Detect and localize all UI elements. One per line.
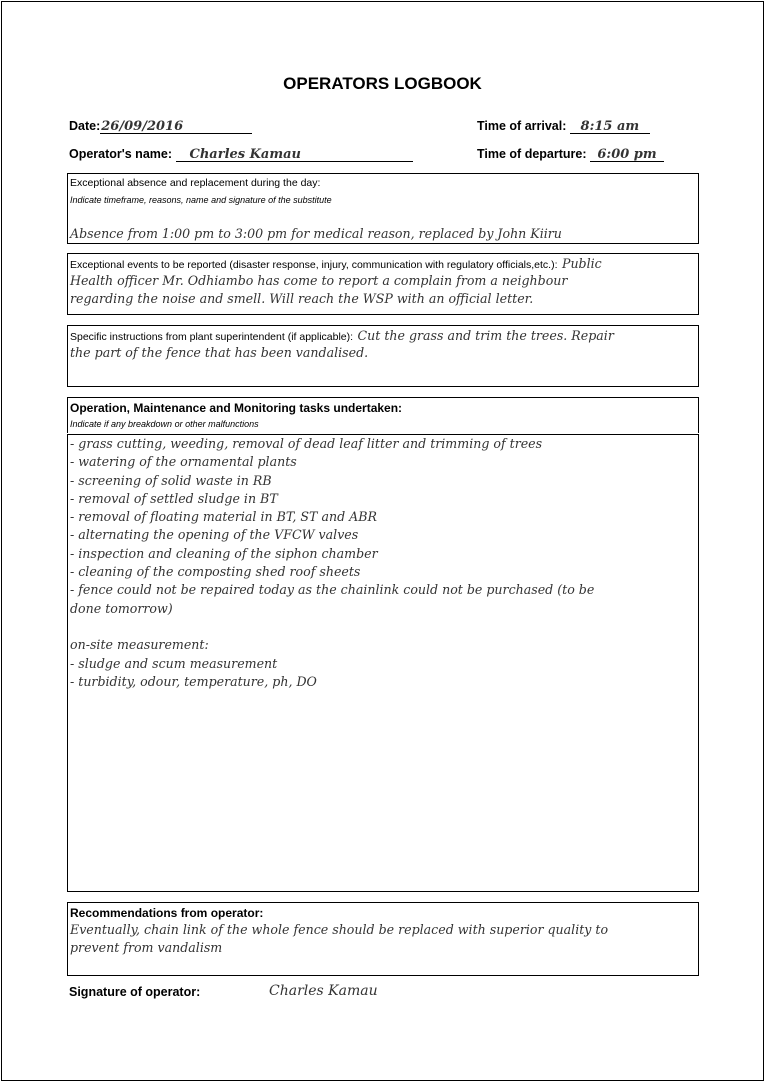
instructions-first-line <box>70 327 614 345</box>
task-item: - alternating the opening of the VFCW valves <box>70 527 359 543</box>
instructions-label: Specific instructions from plant superintendent (if applicable): <box>70 331 354 343</box>
operator-label: Operator's name: <box>69 147 173 161</box>
tasks-header <box>67 397 699 433</box>
arrival-label: Time of arrival: <box>477 119 567 133</box>
events-value-1: Public <box>561 256 602 271</box>
task-item: - inspection and cleaning of the siphon chamber <box>70 545 378 561</box>
instructions-box <box>67 325 699 387</box>
recommendations-box <box>67 902 699 976</box>
date-row <box>69 119 252 134</box>
date-label: Date: <box>69 119 101 133</box>
absence-note: Indicate timeframe, reasons, name and signature of the substitute <box>70 195 332 205</box>
absence-value: Absence from 1:00 pm to 3:00 pm for medical reason, replaced by John Kiiru <box>70 226 562 241</box>
task-item: - turbidity, odour, temperature, ph, DO <box>70 673 317 689</box>
absence-box <box>67 173 699 244</box>
task-item: - sludge and scum measurement <box>70 655 278 671</box>
task-item: - grass cutting, weeding, removal of dead leaf litter and trimming of trees <box>70 436 543 451</box>
operator-value: Charles Kamau <box>176 148 413 162</box>
operator-row <box>69 147 413 162</box>
events-first-line <box>70 255 602 273</box>
recommendations-label: Recommendations from operator: <box>70 906 264 920</box>
departure-row <box>477 147 664 162</box>
events-label: Exceptional events to be reported (disaster response, injury, communication with regulatory officials,etc.): <box>70 259 558 271</box>
tasks-label: Operation, Maintenance and Monitoring tasks undertaken: <box>70 401 403 415</box>
tasks-box <box>67 434 699 892</box>
tasks-list <box>70 435 594 691</box>
signature-label: Signature of operator: <box>69 985 201 999</box>
events-box <box>67 253 699 315</box>
arrival-row <box>477 119 650 134</box>
absence-label: Exceptional absence and replacement during the day: <box>70 177 321 189</box>
task-item: - screening of solid waste in RB <box>70 472 272 488</box>
recommendations-value-1: Eventually, chain link of the whole fence should be replaced with superior quality to <box>70 922 609 937</box>
instructions-value-2: the part of the fence that has been vandalised. <box>70 345 369 360</box>
departure-value: 6:00 pm <box>590 148 664 162</box>
departure-label: Time of departure: <box>477 147 587 161</box>
recommendations-value-2: prevent from vandalism <box>70 940 223 955</box>
task-blank-line <box>70 618 594 636</box>
signature-value: Charles Kamau <box>269 983 378 999</box>
task-item: - removal of settled sludge in BT <box>70 490 278 506</box>
task-item: - removal of floating material in BT, ST and ABR <box>70 509 377 525</box>
task-item: - fence could not be repaired today as the chainlink could not be purchased (to be <box>70 582 595 598</box>
page-title: OPERATORS LOGBOOK <box>283 74 482 93</box>
instructions-value-1: Cut the grass and trim the trees. Repair <box>357 328 614 343</box>
date-value: 26/09/2016 <box>100 120 252 134</box>
task-item: - watering of the ornamental plants <box>70 454 297 470</box>
arrival-value: 8:15 am <box>570 120 650 134</box>
measurement-heading: on-site measurement: <box>70 637 209 653</box>
task-item: done tomorrow) <box>70 600 173 616</box>
tasks-note: Indicate if any breakdown or other malfunctions <box>70 419 259 429</box>
task-item: - cleaning of the composting shed roof sheets <box>70 564 361 580</box>
events-value-2: Health officer Mr. Odhiambo has come to report a complain from a neighbour <box>70 273 568 288</box>
events-value-3: regarding the noise and smell. Will reach the WSP with an official letter. <box>70 291 534 306</box>
